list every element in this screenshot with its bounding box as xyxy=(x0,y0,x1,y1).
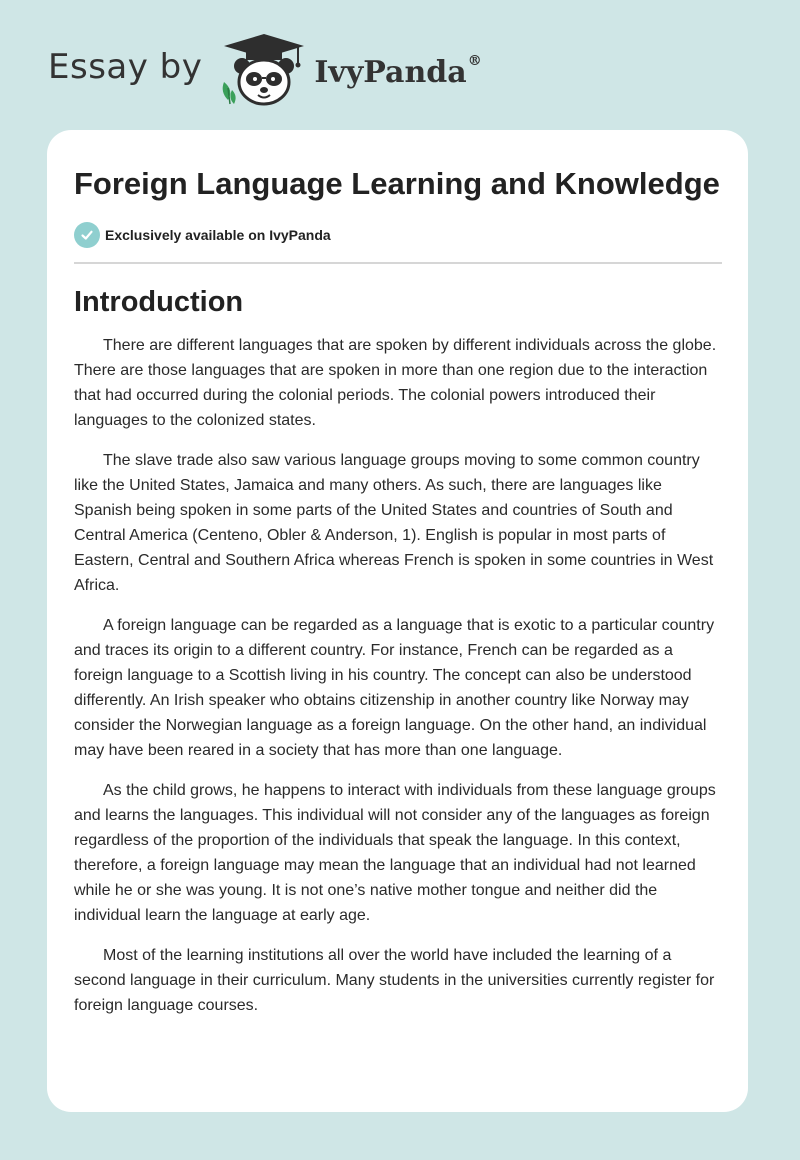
exclusive-badge-text: Exclusively available on IvyPanda xyxy=(105,227,331,243)
paragraph: Most of the learning institutions all over the world have included the learning of a second language in their curriculum. Many students in the universities currently register for foreign language courses. xyxy=(74,947,715,1014)
paragraph: A foreign language can be regarded as a language that is exotic to a particular country and traces its origin to a different country. For instance, French can be regarded as a foreign language to a Scottish living in his country. The concept can also be understood differently. An Irish speaker who obtains citizenship in another country like Norway may consider the Norwegian language as a foreign language. On the other hand, an individual may have been reared in a society that has more than one language. xyxy=(74,617,715,759)
brand-name[interactable] xyxy=(314,52,482,90)
paragraph: As the child grows, he happens to interact with individuals from these language groups and learns the languages. This individual will not consider any of the languages as foreign regardless of the proportion of the individuals that speak the language. In this context, therefore, a foreign language may mean the language that an individual had not learned while he or she was young. It is not one’s native mother tongue and neither did the individual learn the language at early age. xyxy=(74,782,716,924)
site-header xyxy=(48,30,482,110)
section-heading: Introduction xyxy=(74,286,244,318)
check-circle-icon xyxy=(74,222,100,248)
brand-name-text: IvyPanda xyxy=(314,54,467,90)
paragraph: There are different languages that are spoken by different individuals across the globe. There are those languages that are spoken in more than one region due to the interaction that had occurred during the colonial periods. The colonial powers introduced their languages to the colonized states. xyxy=(74,337,717,429)
paragraph: The slave trade also saw various language groups moving to some common country like the United States, Jamaica and many others. As such, there are languages like Spanish being spoken in some parts of the United States and countries of South and Central America (Centeno, Obler & Anderson, 1). English is popular in most parts of Eastern, Central and Southern Africa whereas French is spoken in some countries in West Africa. xyxy=(74,452,714,594)
essay-by-label: Essay by xyxy=(48,47,203,87)
essay-title: Foreign Language Learning and Knowledge xyxy=(74,166,720,201)
essay-card xyxy=(47,130,748,1112)
panda-graduate-icon[interactable] xyxy=(218,30,310,110)
exclusive-badge xyxy=(74,222,722,264)
trademark-symbol: ® xyxy=(467,52,482,69)
